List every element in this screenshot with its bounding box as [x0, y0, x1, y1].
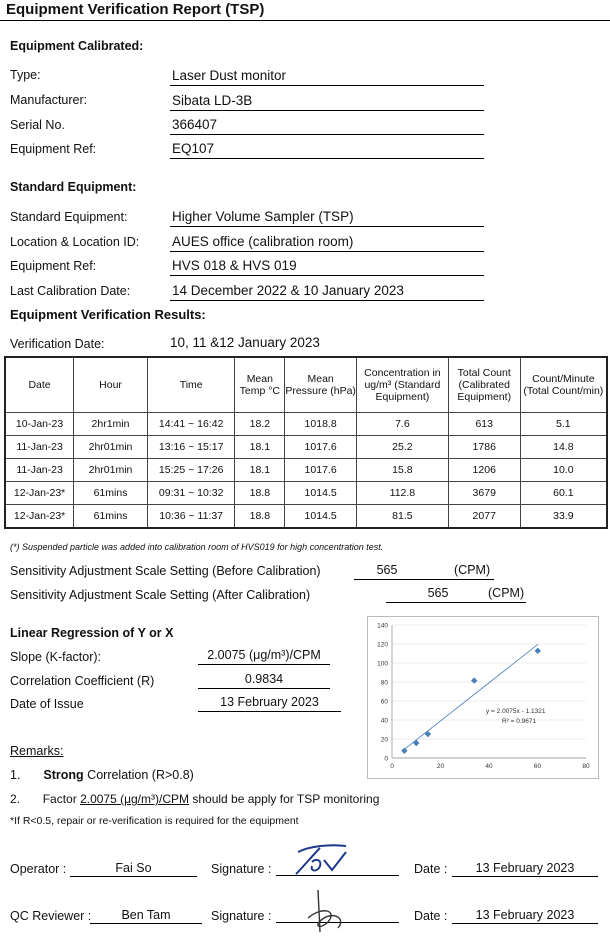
- manufacturer-value: Sibata LD-3B: [170, 91, 484, 111]
- standard-equipment-label: Standard Equipment:: [10, 210, 128, 224]
- y-tick-label: 60: [380, 698, 388, 706]
- remark-2-number: 2.: [10, 792, 21, 806]
- y-tick-label: 20: [380, 736, 388, 744]
- y-tick-label: 100: [377, 660, 388, 668]
- section-equipment-calibrated: Equipment Calibrated:: [10, 39, 144, 53]
- last-calibration-value: 14 December 2022 & 10 January 2023: [170, 281, 484, 301]
- serial-label: Serial No.: [10, 118, 65, 132]
- operator-signature-label: Signature :: [211, 862, 272, 876]
- y-tick-label: 80: [380, 679, 388, 687]
- sensitivity-before-unit: (CPM): [454, 563, 491, 577]
- table-cell: 7.6: [357, 413, 449, 436]
- data-point: [401, 748, 407, 754]
- sensitivity-before-value: 565: [376, 563, 398, 577]
- table-cell: 10:36 ~ 11:37: [147, 505, 235, 529]
- table-cell: 12-Jan-23*: [5, 482, 74, 505]
- page-title: Equipment Verification Report (TSP): [6, 1, 265, 18]
- table-cell: 09:31 ~ 10:32: [147, 482, 235, 505]
- operator-name: Fai So: [70, 861, 197, 877]
- slope-value: 2.0075 (μg/m³)/CPM: [198, 648, 330, 665]
- location-value: AUES office (calibration room): [170, 232, 484, 252]
- y-tick-label: 140: [377, 622, 388, 630]
- issue-date-value: 13 February 2023: [198, 695, 341, 712]
- y-tick-label: 120: [377, 641, 388, 649]
- remark-1: [10, 768, 194, 782]
- sensitivity-after-label: Sensitivity Adjustment Scale Setting (After Calibration): [10, 588, 311, 602]
- operator-signature-image: [290, 842, 360, 878]
- reviewer-signature-label: Signature :: [211, 909, 272, 923]
- table-cell: 613: [448, 413, 520, 436]
- table-row: [5, 459, 607, 482]
- sensitivity-before-label: Sensitivity Adjustment Scale Setting (Before Calibration): [10, 564, 321, 578]
- reviewer-date-value: 13 February 2023: [452, 908, 598, 924]
- col-header: Concentration in ug/m³ (Standard Equipment): [357, 357, 449, 413]
- table-cell: 11-Jan-23: [5, 459, 74, 482]
- standard-ref-label: Equipment Ref:: [10, 259, 97, 273]
- section-standard-equipment: Standard Equipment:: [10, 180, 137, 194]
- chart-r2: R² = 0.9671: [502, 718, 537, 725]
- table-cell: 112.8: [357, 482, 449, 505]
- correlation-label: Correlation Coefficient (R): [10, 674, 155, 688]
- table-cell: 1206: [448, 459, 520, 482]
- table-cell: 3679: [448, 482, 520, 505]
- table-cell: 2hr01min: [74, 436, 148, 459]
- y-tick-label: 40: [380, 717, 388, 725]
- x-tick-label: 40: [485, 763, 493, 770]
- sensitivity-after-value: 565: [427, 586, 449, 600]
- table-cell: 2hr1min: [74, 413, 148, 436]
- remark-2-factor: 2.0075 (μg/m³)/CPM: [80, 792, 190, 806]
- col-header: Total Count (Calibrated Equipment): [448, 357, 520, 413]
- table-header-row: [5, 357, 607, 413]
- table-cell: 18.8: [235, 482, 285, 505]
- type-value: Laser Dust monitor: [170, 66, 484, 86]
- remarks-footnote: *If R<0.5, repair or re-verification is required for the equipment: [10, 815, 299, 827]
- reviewer-date-label: Date :: [414, 909, 448, 923]
- x-tick-label: 80: [582, 763, 590, 770]
- remark-2: [10, 792, 379, 806]
- sensitivity-after-field: [386, 586, 526, 603]
- sensitivity-before-field: [354, 563, 494, 580]
- table-cell: 14.8: [520, 436, 607, 459]
- data-point: [535, 648, 541, 654]
- table-cell: 13:16 ~ 15:17: [147, 436, 235, 459]
- table-cell: 1014.5: [285, 505, 357, 529]
- table-row: [5, 505, 607, 529]
- trendline: [404, 644, 537, 749]
- title-divider: [0, 20, 610, 21]
- col-header: Time: [147, 357, 235, 413]
- remark-2-text: should be apply for TSP monitoring: [192, 792, 380, 806]
- table-cell: 1014.5: [285, 482, 357, 505]
- data-point: [413, 740, 419, 746]
- remark-1-text: Correlation (R>0.8): [87, 768, 194, 782]
- table-cell: 18.8: [235, 505, 285, 529]
- table-cell: 18.1: [235, 436, 285, 459]
- table-cell: 5.1: [520, 413, 607, 436]
- table-cell: 1017.6: [285, 459, 357, 482]
- suspended-particle-note: (*) Suspended particle was added into calibration room of HVS019 for high concentration test.: [10, 542, 384, 552]
- results-table: [4, 356, 608, 529]
- equipment-ref-label: Equipment Ref:: [10, 142, 97, 156]
- x-tick-label: 20: [436, 763, 445, 770]
- table-row: [5, 436, 607, 459]
- table-cell: 1786: [448, 436, 520, 459]
- chart-tick-labels: [377, 622, 590, 770]
- col-header: Count/Minute (Total Count/min): [520, 357, 607, 413]
- issue-date-label: Date of Issue: [10, 697, 84, 711]
- table-cell: 1018.8: [285, 413, 357, 436]
- table-cell: 10.0: [520, 459, 607, 482]
- manufacturer-label: Manufacturer:: [10, 93, 88, 107]
- table-cell: 10-Jan-23: [5, 413, 74, 436]
- table-cell: 2077: [448, 505, 520, 529]
- table-cell: 14:41 ~ 16:42: [147, 413, 235, 436]
- slope-label: Slope (K-factor):: [10, 650, 102, 664]
- table-cell: 11-Jan-23: [5, 436, 74, 459]
- table-row: [5, 413, 607, 436]
- standard-equipment-value: Higher Volume Sampler (TSP): [170, 207, 484, 227]
- table-cell: 61mins: [74, 505, 148, 529]
- reviewer-label: QC Reviewer :: [10, 909, 92, 923]
- table-cell: 25.2: [357, 436, 449, 459]
- operator-date-value: 13 February 2023: [452, 861, 598, 877]
- equipment-ref-value: EQ107: [170, 139, 484, 159]
- col-header: Date: [5, 357, 74, 413]
- chart-axes: [392, 625, 586, 758]
- sensitivity-after-unit: (CPM): [488, 586, 525, 600]
- operator-date-label: Date :: [414, 862, 448, 876]
- table-cell: 81.5: [357, 505, 449, 529]
- data-point: [425, 731, 431, 737]
- reviewer-name: Ben Tam: [90, 908, 202, 924]
- operator-label: Operator :: [10, 862, 67, 876]
- col-header: Hour: [74, 357, 148, 413]
- remark-1-bold: Strong: [43, 768, 84, 782]
- chart-grid: [392, 625, 586, 739]
- location-label: Location & Location ID:: [10, 235, 140, 249]
- table-cell: 18.2: [235, 413, 285, 436]
- verification-date-value: 10, 11 &12 January 2023: [170, 335, 320, 350]
- table-cell: 60.1: [520, 482, 607, 505]
- table-cell: 1017.6: [285, 436, 357, 459]
- table-cell: 12-Jan-23*: [5, 505, 74, 529]
- table-row: [5, 482, 607, 505]
- table-cell: 33.9: [520, 505, 607, 529]
- regression-heading: Linear Regression of Y or X: [10, 626, 174, 640]
- regression-chart: [367, 616, 599, 779]
- remark-2-prefix: Factor: [42, 792, 77, 806]
- correlation-value: 0.9834: [198, 672, 330, 689]
- remarks-heading: Remarks:: [10, 744, 64, 758]
- chart-equation: y = 2.0075x - 1.1321: [486, 708, 546, 715]
- y-tick-label: 0: [384, 755, 388, 763]
- table-cell: 2hr01min: [74, 459, 148, 482]
- x-tick-label: 0: [390, 763, 394, 770]
- x-tick-label: 60: [533, 763, 542, 770]
- last-calibration-label: Last Calibration Date:: [10, 284, 131, 298]
- col-header: Mean Temp °C: [235, 357, 285, 413]
- table-cell: 15:25 ~ 17:26: [147, 459, 235, 482]
- table-cell: 18.1: [235, 459, 285, 482]
- type-label: Type:: [10, 68, 41, 82]
- reviewer-signature-image: [298, 888, 358, 938]
- standard-ref-value: HVS 018 & HVS 019: [170, 256, 484, 276]
- table-cell: 15.8: [357, 459, 449, 482]
- remark-1-number: 1.: [10, 768, 21, 782]
- chart-trendline: [404, 644, 537, 749]
- table-cell: 61mins: [74, 482, 148, 505]
- col-header: Mean Pressure (hPa): [285, 357, 357, 413]
- section-results: Equipment Verification Results:: [10, 307, 206, 322]
- serial-value: 366407: [170, 115, 484, 135]
- verification-date-label: Verification Date:: [10, 337, 105, 351]
- data-point: [471, 677, 477, 683]
